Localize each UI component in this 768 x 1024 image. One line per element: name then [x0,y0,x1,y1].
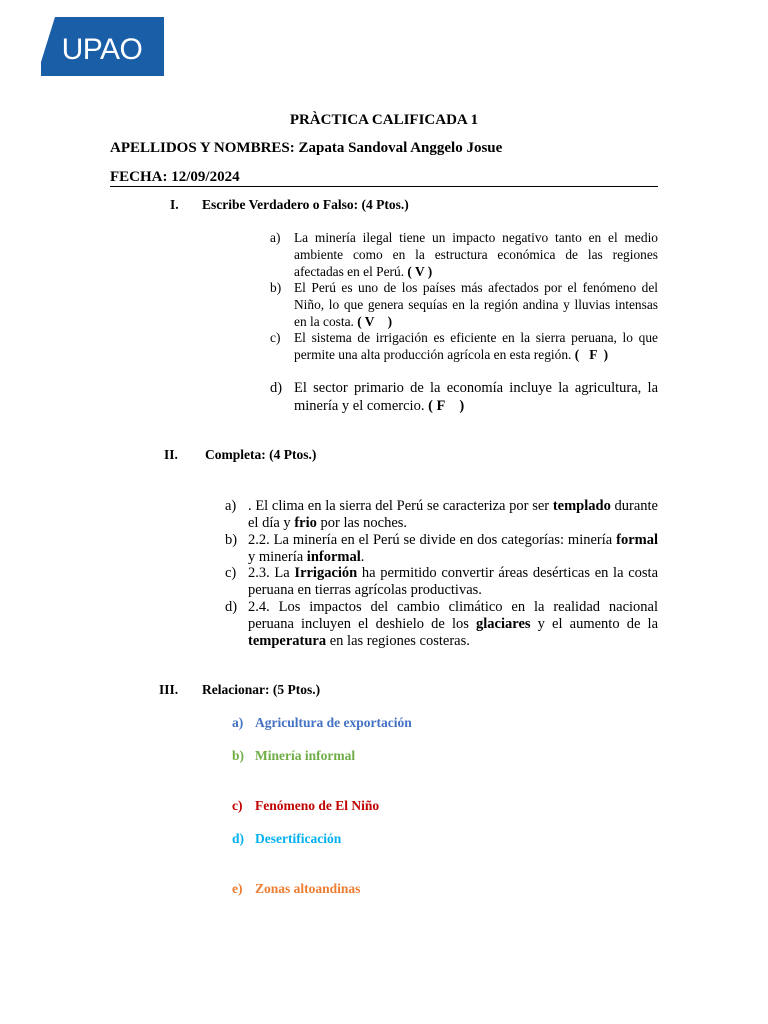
item-text: El sector primario de la economía incluye la agricultura, la minería y el comercio. ( F ) [294,380,658,414]
relate-item: c) Fenómeno de El Niño [232,798,380,813]
item-label: d) [225,599,238,615]
item-text: . El clima en la sierra del Perú se caracteriza por ser templado durante el día y frio por las noches. [248,498,658,531]
item-label: b) [225,532,238,548]
item-text: 2.3. La Irrigación ha permitido convertir áreas desérticas en la costa peruana en tierras agrícolas productivas. [248,565,658,598]
item-text: 2.2. La minería en el Perú se divide en dos categorías: minería formal y minería informal. [248,532,658,565]
item-answer: ( F ) [571,346,609,362]
section-1-title: Escribe Verdadero o Falso: (4 Ptos.) [202,197,409,212]
item-label: b) [270,280,282,295]
relate-item: e) Zonas altoandinas [232,881,361,896]
item-label: c) [225,565,237,581]
upao-logo [41,17,164,76]
item-answer: ( V ) [404,263,433,279]
section-1-number: I. [170,197,179,212]
item-answer: ( F ) [424,397,465,414]
relate-item: b) Minería informal [232,748,356,763]
item-text: 2.4. Los impactos del cambio climático en la realidad nacional peruana incluyen el deshielo de los glaciares y el aumento de la temperatura en las regiones costeras. [248,599,658,649]
item-label: c) [270,330,281,345]
section-3-title: Relacionar: (5 Ptos.) [202,682,321,697]
item-text: El Perú es uno de los países más afectados por el fenómeno del Niño, lo que genera sequías en la región andina y lluvias intensas en la costa. ( V ) [294,280,658,329]
relate-item: a) Agricultura de exportación [232,715,412,730]
section-2-title: Completa: (4 Ptos.) [205,447,317,462]
logo-text: UPAO [61,33,143,66]
student-name: APELLIDOS Y NOMBRES: Zapata Sandoval Anggelo Josue [110,140,503,156]
relate-item: d) Desertificación [232,831,342,846]
page-title: PRÀCTICA CALIFICADA 1 [289,112,479,128]
item-answer: ( V ) [353,313,393,329]
item-label: a) [225,498,237,514]
logo-shape [41,17,164,76]
item-label: d) [270,380,283,396]
item-label: a) [270,230,281,245]
item-text: La minería ilegal tiene un impacto negativo tanto en el medio ambiente como en la estructura económica de las regiones afectadas en el Perú. ( V ) [294,230,658,279]
section-2-number: II. [164,447,178,462]
exam-date: FECHA: 12/09/2024 [110,169,240,185]
header-divider [110,186,658,187]
item-text: El sistema de irrigación es eficiente en la sierra peruana, lo que permite una alta producción agrícola en esta región. ( F ) [294,330,658,362]
section-3-number: III. [159,682,179,697]
